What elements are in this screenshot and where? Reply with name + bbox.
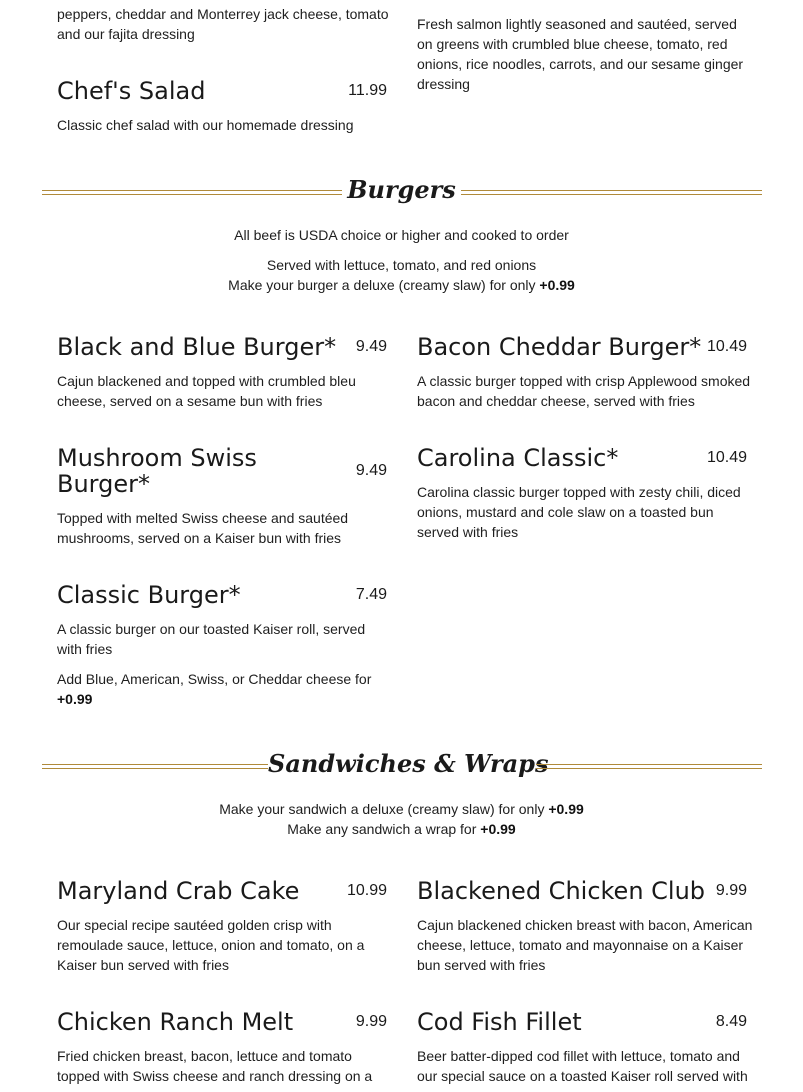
black-and-blue-burger-title: Black and Blue Burger* <box>57 333 337 361</box>
cheese-addon-price: +0.99 <box>57 691 93 707</box>
blackened-chicken-club-price: 9.99 <box>715 882 747 899</box>
sandwich-wrap-price: +0.99 <box>480 821 516 837</box>
cod-fish-fillet-price: 8.49 <box>715 1013 747 1030</box>
section-rule-left <box>42 764 268 769</box>
sandwich-deluxe-note <box>0 799 803 819</box>
bacon-cheddar-burger-title: Bacon Cheddar Burger* <box>417 333 702 361</box>
sandwich-deluxe-price: +0.99 <box>548 801 584 817</box>
chefs-salad-price: 11.99 <box>348 82 387 99</box>
blackened-chicken-club-description: Cajun blackened chicken breast with bacon, American cheese, lettuce, tomato and mayonnaise on a Kaiser bun served with fries <box>417 917 753 973</box>
mushroom-swiss-burger-title-line1: Mushroom Swiss <box>57 444 257 472</box>
salmon-salad-description: Fresh salmon lightly seasoned and sautéed, served on greens with crumbled blue cheese, tomato, red onions, rice noodles, carrots, and our sesame ginger dressing <box>417 16 744 92</box>
section-rule-right <box>536 764 762 769</box>
section-rule-right <box>461 190 762 195</box>
chicken-ranch-melt-price: 9.99 <box>355 1013 387 1030</box>
carolina-classic-title: Carolina Classic* <box>417 444 619 472</box>
carolina-classic-price: 10.49 <box>706 449 747 466</box>
chefs-salad-title: Chef's Salad <box>57 77 206 105</box>
classic-burger-addon <box>57 669 377 709</box>
burgers-heading: Burgers <box>347 175 456 204</box>
maryland-crab-cake-price: 10.99 <box>346 882 387 899</box>
mushroom-swiss-burger-title-line2: Burger* <box>57 470 150 498</box>
bacon-cheddar-burger-description: A classic burger topped with crisp Applewood smoked bacon and cheddar cheese, served with fries <box>417 373 751 409</box>
bacon-cheddar-burger-price: 10.49 <box>706 338 747 355</box>
carolina-classic-description: Carolina classic burger topped with zesty chili, diced onions, mustard and cole slaw on a toasted bun served with fries <box>417 484 741 540</box>
burgers-note-usda: All beef is USDA choice or higher and cooked to order <box>234 227 569 243</box>
cod-fish-fillet-title: Cod Fish Fillet <box>417 1008 582 1036</box>
burgers-deluxe-text: Make your burger a deluxe (creamy slaw) for only <box>228 277 540 293</box>
sandwiches-wraps-heading: Sandwiches & Wraps <box>268 749 549 778</box>
mushroom-swiss-burger-price: 9.49 <box>355 462 387 479</box>
chefs-salad-description: Classic chef salad with our homemade dressing <box>57 117 354 133</box>
black-and-blue-burger-price: 9.49 <box>355 338 387 355</box>
blackened-chicken-club-title: Blackened Chicken Club <box>417 877 706 905</box>
burgers-note-served: Served with lettuce, tomato, and red onions <box>266 257 537 273</box>
maryland-crab-cake-description: Our special recipe sautéed golden crisp with remoulade sauce, lettuce, onion and tomato, on a Kaiser bun served with fries <box>57 917 365 973</box>
burgers-note-deluxe <box>0 275 803 295</box>
sandwich-wrap-note <box>0 819 803 839</box>
classic-burger-description: A classic burger on our toasted Kaiser roll, served with fries <box>57 621 366 657</box>
maryland-crab-cake-title: Maryland Crab Cake <box>57 877 300 905</box>
section-rule-left <box>42 190 342 195</box>
cod-fish-fillet-description: Beer batter-dipped cod fillet with lettuce, tomato and our special sauce on a toasted Kaiser roll served with <box>417 1048 748 1084</box>
classic-burger-title: Classic Burger* <box>57 581 241 609</box>
chicken-ranch-melt-title: Chicken Ranch Melt <box>57 1008 294 1036</box>
cheese-addon-text: Add Blue, American, Swiss, or Cheddar cheese for <box>57 671 372 687</box>
classic-burger-price: 7.49 <box>355 586 387 603</box>
sandwich-deluxe-text: Make your sandwich a deluxe (creamy slaw) for only <box>219 801 549 817</box>
sandwich-wrap-text: Make any sandwich a wrap for <box>287 821 481 837</box>
chicken-ranch-melt-description: Fried chicken breast, bacon, lettuce and tomato topped with Swiss cheese and ranch dressing on a <box>57 1048 373 1084</box>
black-and-blue-burger-description: Cajun blackened and topped with crumbled bleu cheese, served on a sesame bun with fries <box>57 373 356 409</box>
fajita-salad-description: peppers, cheddar and Monterrey jack cheese, tomato and our fajita dressing <box>57 6 389 42</box>
burgers-deluxe-price: +0.99 <box>539 277 575 293</box>
mushroom-swiss-burger-description: Topped with melted Swiss cheese and sautéed mushrooms, served on a Kaiser bun with fries <box>57 510 349 546</box>
